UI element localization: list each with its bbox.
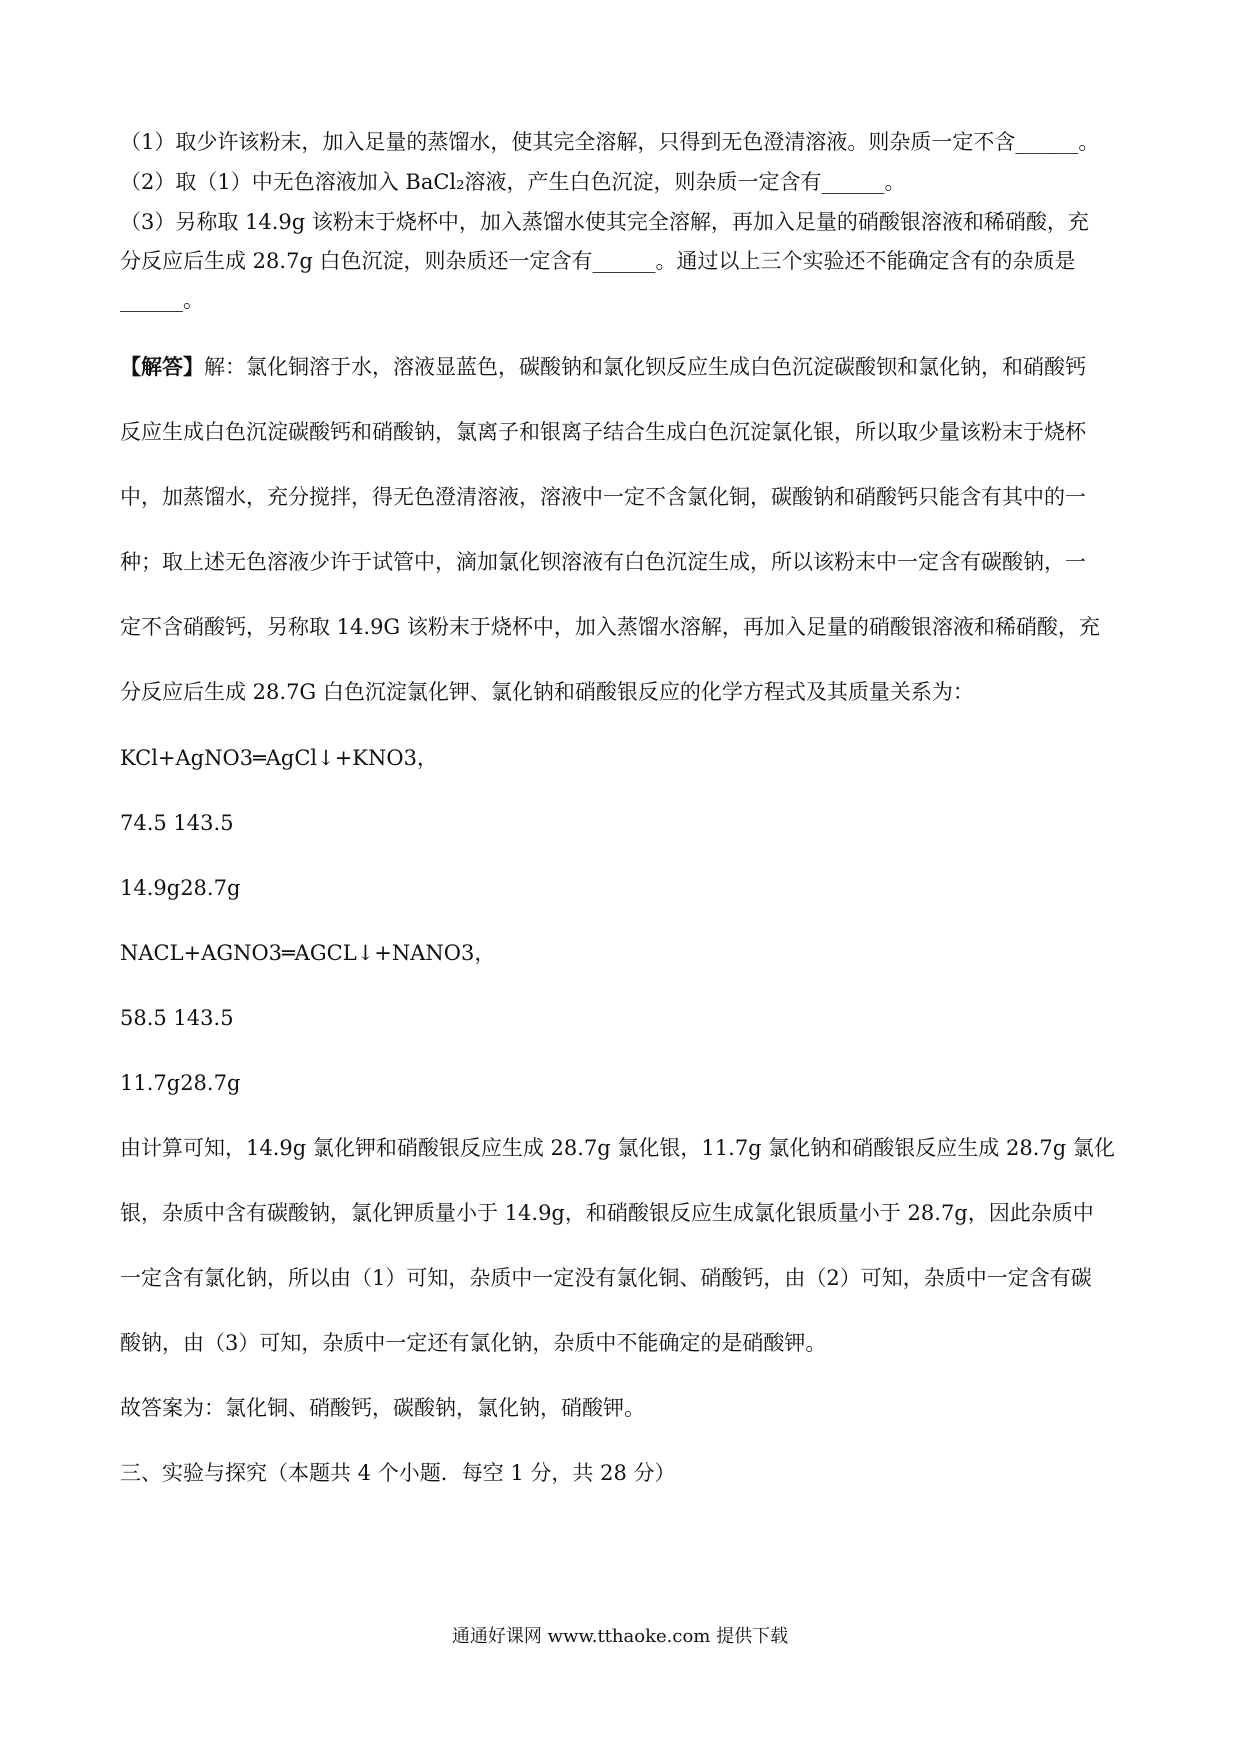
question-line: ______。 — [120, 288, 204, 312]
equation-line: 14.9g28.7g — [120, 876, 241, 900]
answer-line: 中，加蒸馏水，充分搅拌，得无色澄清溶液，溶液中一定不含氯化铜，碳酸钠和硝酸钙只能含有其中的一 — [120, 485, 1086, 509]
page-footer: 通通好课网 www.tthaoke.com 提供下载 — [451, 1626, 789, 1647]
answer-line: 分反应后生成 28.7G 白色沉淀氯化钾、氯化钠和硝酸银反应的化学方程式及其质量关系为： — [120, 680, 974, 704]
answer-line: 反应生成白色沉淀碳酸钙和硝酸钠，氯离子和银离子结合生成白色沉淀氯化银，所以取少量该粉末于烧杯 — [120, 420, 1086, 444]
equation-line: NACL+AGNO3═AGCL↓+NANO3， — [120, 941, 496, 965]
answer-tag: 【解答】 — [120, 354, 204, 379]
question-line: 分反应后生成 28.7g 白色沉淀，则杂质还一定含有______。通过以上三个实验还不能确定含有的杂质是 — [120, 249, 1076, 273]
conclusion-line: 由计算可知，14.9g 氯化钾和硝酸银反应生成 28.7g 氯化银，11.7g 氯化钠和硝酸银反应生成 28.7g 氯化 — [120, 1136, 1115, 1160]
equation-line: 11.7g28.7g — [120, 1071, 241, 1095]
conclusion-line: 一定含有氯化钠，所以由（1）可知，杂质中一定没有氯化铜、硝酸钙，由（2）可知，杂质中一定含有碳 — [120, 1266, 1092, 1290]
answer-line: 定不含硝酸钙，另称取 14.9G 该粉末于烧杯中，加入蒸馏水溶解，再加入足量的硝酸银溶液和稀硝酸，充 — [120, 615, 1100, 639]
equation-line: KCl+AgNO3═AgCl↓+KNO3， — [120, 746, 438, 770]
answer-line: 解：氯化铜溶于水，溶液显蓝色，碳酸钠和氯化钡反应生成白色沉淀碳酸钡和氯化钠，和硝酸钙 — [204, 355, 1086, 379]
equation-line: 58.5 143.5 — [120, 1006, 234, 1030]
question-line: （3）另称取 14.9g 该粉末于烧杯中，加入蒸馏水使其完全溶解，再加入足量的硝酸银溶液和稀硝酸，充 — [120, 210, 1089, 234]
answer-line: 种；取上述无色溶液少许于试管中，滴加氯化钡溶液有白色沉淀生成，所以该粉末中一定含有碳酸钠，一 — [120, 550, 1086, 574]
section-heading: 三、实验与探究（本题共 4 个小题．每空 1 分，共 28 分） — [120, 1461, 676, 1485]
final-answer: 故答案为：氯化铜、硝酸钙，碳酸钠，氯化钠，硝酸钾。 — [120, 1396, 645, 1420]
question-line: （1）取少许该粉末，加入足量的蒸馏水，使其完全溶解，只得到无色澄清溶液。则杂质一定不含______。 — [120, 130, 1100, 154]
conclusion-line: 酸钠，由（3）可知，杂质中一定还有氯化钠，杂质中不能确定的是硝酸钾。 — [120, 1331, 827, 1355]
equation-line: 74.5 143.5 — [120, 811, 234, 835]
answer-first-line — [120, 356, 1086, 378]
conclusion-line: 银，杂质中含有碳酸钠，氯化钾质量小于 14.9g，和硝酸银反应生成氯化银质量小于 28.7g，因此杂质中 — [120, 1201, 1094, 1225]
question-line: （2）取（1）中无色溶液加入 BaCl₂溶液，产生白色沉淀，则杂质一定含有______。 — [120, 170, 906, 194]
